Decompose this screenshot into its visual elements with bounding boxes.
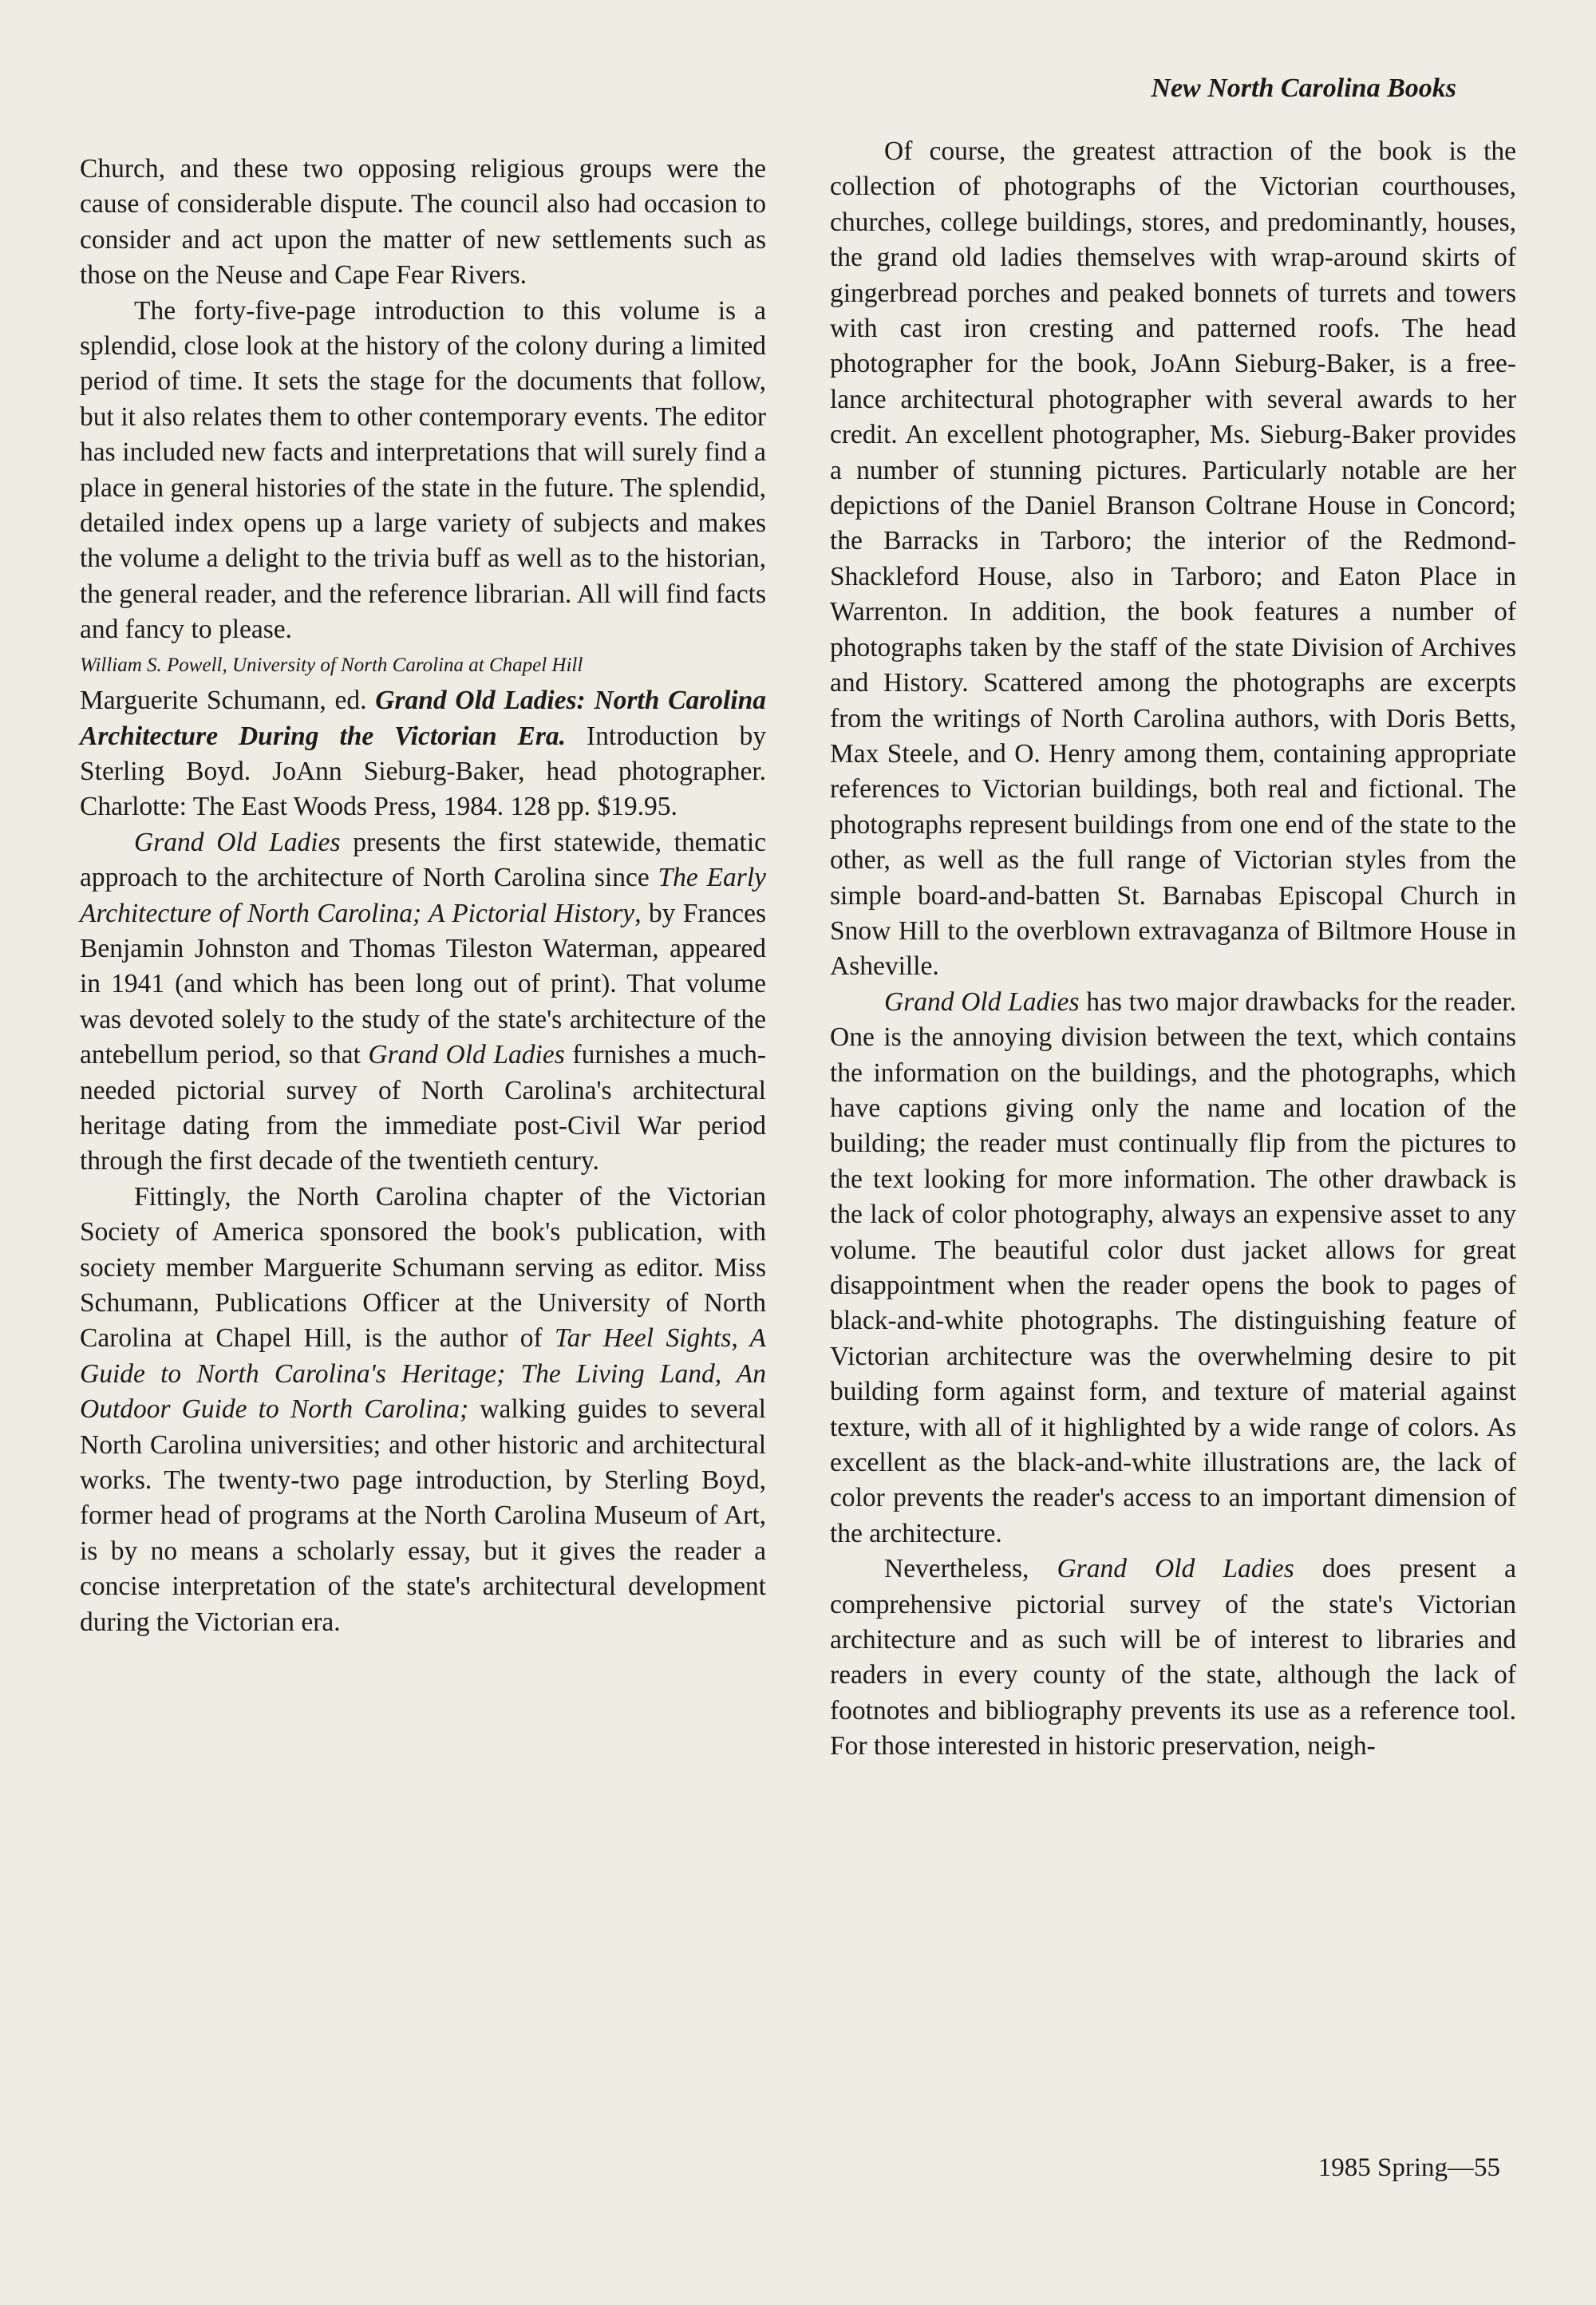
reviewer-byline: William S. Powell, University of North Carolina at Chapel Hill	[80, 654, 583, 676]
paragraph	[80, 825, 766, 1180]
text-run: has two major drawbacks for the reader. One is the annoying division between the text, which contains the information on the buildings, and the photographs, which have captions giving only the name and location of the building; the reader must continually flip from the pictures to the text looking for more information. The other drawback is the lack of color photography, always an expensive asset to any volume. The beautiful color dust jacket allows for great disappointment when the reader opens the book to pages of black-and-white photographs. The distinguishing feature of Victorian architecture was the overwhelming desire to pit building form against form, and texture of material against texture, with all of it highlighted by a wide range of colors. As excellent as the black-and-white illustrations are, the lack of color prevents the reader's access to an important dimension of the architecture.	[830, 986, 1516, 1548]
book-title: Grand Old Ladies	[884, 986, 1080, 1017]
paragraph	[830, 985, 1516, 1552]
citation-editor: Marguerite Schumann, ed.	[80, 686, 367, 716]
paragraph: The forty-five-page introduction to this volume is a splendid, close look at the history of the colony during a limited period of time. It sets the stage for the documents that follow, but it also relates them to other contemporary events. The editor has included new facts and interpretations that will surely find a place in general histories of the state in the future. The splendid, detailed index opens up a large variety of subjects and makes the volume a delight to the trivia buff as well as to the historian, the general reader, and the reference librarian. All will find facts and fancy to please.	[80, 295, 766, 645]
text-run: presents the first statewide, thematic approach to the architecture of North Carolina since	[80, 827, 766, 893]
text-run: walking guides to several North Carolina universities; and other historic and architectural works. The twenty-two page introduction, by Sterling Boyd, former head of programs at the North Carolina Museum of Art, is by no means a scholarly essay, but it gives the reader a concise interpretation of the state's architectural development during the Victorian era.	[80, 1394, 766, 1637]
text-run: Fittingly, the North Carolina chapter of the Victorian Society of America sponsored the book's publication, with society member Marguerite Schumann serving as editor. Miss Schumann, Publications Officer at the University of North Carolina at Chapel Hill, is the author of	[80, 1181, 766, 1354]
page-number: 1985 Spring—55	[1317, 2153, 1500, 2182]
book-citation	[80, 683, 766, 825]
text-run: Nevertheless,	[884, 1554, 1057, 1584]
left-column	[80, 152, 766, 1640]
running-header: New North Carolina Books	[1151, 73, 1456, 103]
book-title: Tar Heel Sights, A Guide to North Carolina's Heritage; The Living Land, An Outdoor Guide to North Carolina;	[80, 1323, 767, 1425]
paragraph: Church, and these two opposing religious groups were the cause of considerable dispute. The council also had occasion to consider and act upon the matter of new settlements such as those on the Neuse and Cape Fear Rivers.	[80, 154, 766, 291]
text-run: does present a comprehensive pictorial survey of the state's Victorian architecture and as such will be of interest to libraries and readers in every county of the state, although the lack of footnotes and bibliography prevents its use as a reference tool. For those interested in historic preservation, neigh-	[830, 1554, 1517, 1761]
book-title: Grand Old Ladies	[1057, 1554, 1294, 1584]
paragraph: Of course, the greatest attraction of the book is the collection of photographs of the Victorian courthouses, churches, college buildings, stores, and predominantly, houses, the grand old ladies themselves with wrap-around skirts of gingerbread porches and peaked bonnets of turrets and towers with cast iron cresting and patterned roofs. The head photographer for the book, JoAnn Sieburg-Baker, is a free-lance architectural photographer with several awards to her credit. An excellent photographer, Ms. Sieburg-Baker provides a number of stunning pictures. Particularly notable are her depictions of the Daniel Branson Coltrane House in Concord; the Barracks in Tarboro; the interior of the Redmond-Shackleford House, also in Tarboro; and Eaton Place in Warrenton. In addition, the book features a number of photographs taken by the staff of the state Division of Archives and History. Scattered among the photographs are excerpts from the writings of North Carolina authors, with Doris Betts, Max Steele, and O. Henry among them, containing appropriate references to Victorian buildings, both real and fictional. The photographs represent buildings from one end of the state to the other, as well as the full range of Victorian styles from the simple board-and-batten St. Barnabas Episcopal Church in Snow Hill to the overblown extravaganza of Biltmore House in Asheville.	[830, 136, 1516, 982]
text-run: furnishes a much-needed pictorial survey of North Carolina's architectural heritage dating from the immediate post-Civil War period through the first decade of the twentieth century.	[80, 1040, 766, 1176]
citation-details: Introduction by Sterling Boyd. JoAnn Sieburg-Baker, head photographer. Charlotte: The East Woods Press, 1984. 128 pp. $19.95.	[80, 721, 767, 822]
paragraph	[80, 1180, 766, 1640]
paragraph	[830, 1552, 1516, 1764]
book-title: Grand Old Ladies	[368, 1040, 565, 1070]
book-title: Grand Old Ladies	[134, 827, 341, 857]
right-column	[830, 134, 1516, 1765]
text-run: , by Frances Benjamin Johnston and Thomas Tileston Waterman, appeared in 1941 (and which has been long out of print). That volume was devoted solely to the study of the state's architecture of the antebellum period, so that	[80, 898, 766, 1070]
book-title: The Early Architecture of North Carolina; A Pictorial History	[80, 863, 766, 928]
citation-title: Grand Old Ladies: North Carolina Architecture During the Victorian Era.	[80, 686, 766, 751]
